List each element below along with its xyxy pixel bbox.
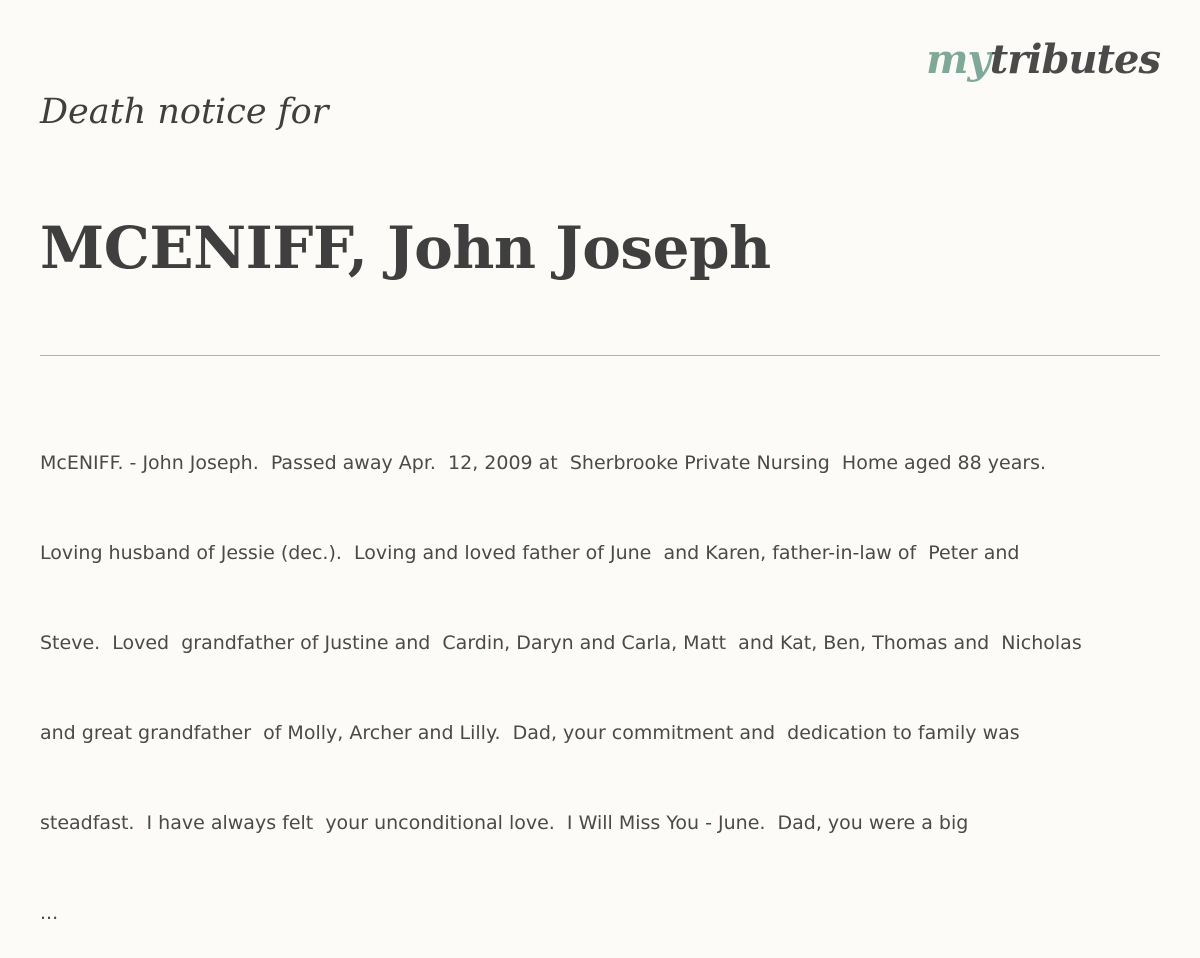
logo-tributes-text: tributes — [989, 36, 1160, 83]
death-notice-label: Death notice for — [40, 92, 329, 132]
notice-body — [40, 388, 1140, 958]
divider — [40, 355, 1160, 356]
notice-body-line: Steve. Loved grandfather of Justine and Cardin, Daryn and Carla, Matt and Kat, Ben, Thomas and Nicholas — [40, 632, 1082, 654]
notice-body-line: and great grandfather of Molly, Archer and Lilly. Dad, your commitment and dedication to family was — [40, 722, 1020, 744]
deceased-name: MCENIFF, John Joseph — [40, 214, 771, 282]
notice-body-line: Loving husband of Jessie (dec.). Loving and loved father of June and Karen, father-in-law of Peter and — [40, 542, 1020, 564]
notice-body-line: McENIFF. - John Joseph. Passed away Apr. 12, 2009 at Sherbrooke Private Nursing Home aged 88 years. — [40, 452, 1047, 474]
notice-body-ellipsis: ... — [40, 902, 59, 924]
mytributes-logo[interactable] — [926, 36, 1160, 84]
notice-body-line: steadfast. I have always felt your unconditional love. I Will Miss You - June. Dad, you were a big — [40, 812, 969, 834]
logo-my-text: my — [926, 36, 990, 83]
